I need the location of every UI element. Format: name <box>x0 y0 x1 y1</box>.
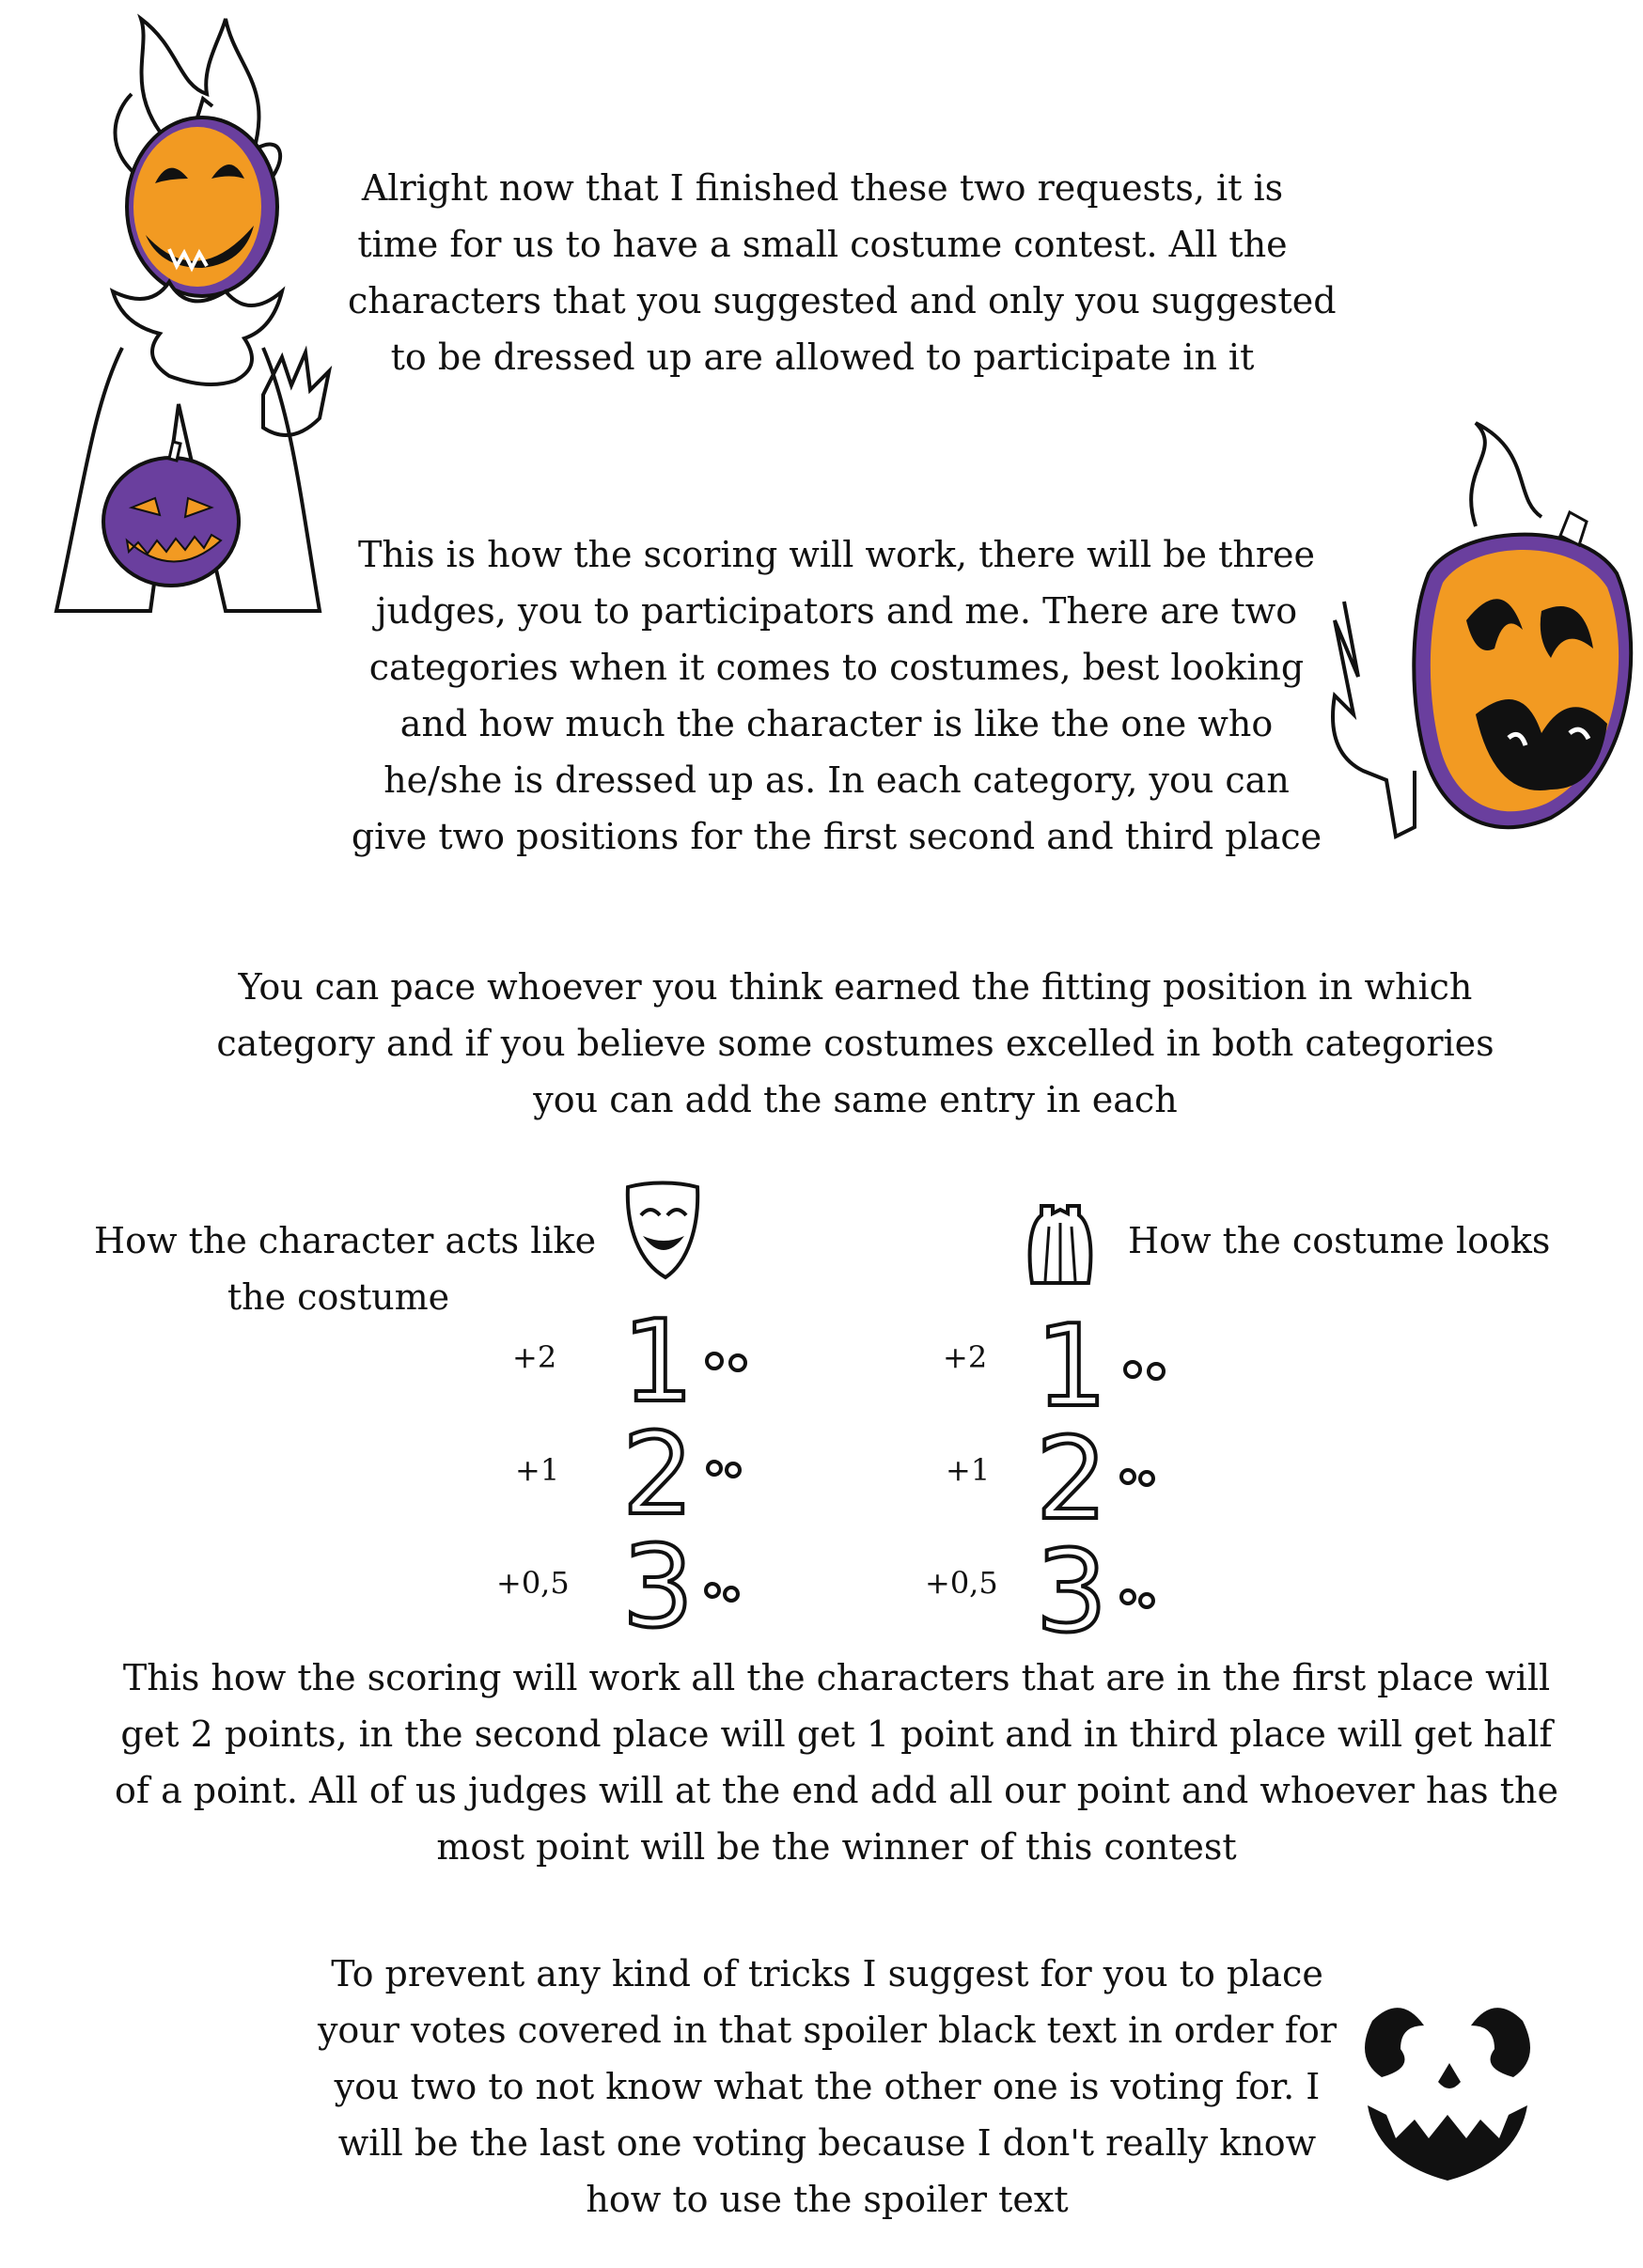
pumpkin-ghost-illustration <box>38 9 376 649</box>
scoring-intro-line: and how much the character is like the one who <box>399 703 1274 744</box>
rank-second-numeral: 2 <box>621 1410 695 1541</box>
scoring-rules-line: of a point. All of us judges will at the end add all our point and whoever has the <box>115 1770 1558 1811</box>
rank-first-numeral: 1 <box>621 1297 695 1428</box>
rank-first-numeral: 1 <box>1035 1302 1108 1432</box>
scoring-intro-line: This is how the scoring will work, there will be three <box>357 534 1316 575</box>
intro-line: to be dressed up are allowed to participate in it <box>390 336 1255 378</box>
category-looks-rank-numerals <box>1015 1302 1184 1650</box>
placement-line: you can add the same entry in each <box>533 1079 1178 1120</box>
spoiler-note-line: you two to not know what the other one is voting for. I <box>334 2066 1321 2107</box>
jack-o-lantern-face-icon <box>1354 1993 1541 2190</box>
category-acting-title-line: How the character acts like <box>94 1220 597 1261</box>
rank-second-numeral: 2 <box>1035 1415 1108 1545</box>
costume-icon <box>1023 1198 1098 1288</box>
theater-mask-icon <box>620 1180 705 1283</box>
category-looks-title: How the costume looks <box>1128 1220 1551 1261</box>
scoring-rules-line: This how the scoring will work all the characters that are in the first place will <box>122 1657 1551 1698</box>
rank-third-numeral: 3 <box>1035 1527 1108 1650</box>
spoiler-note-line: your votes covered in that spoiler black text in order for <box>317 2010 1338 2051</box>
category-looks-points-2: +1 <box>946 1452 991 1488</box>
category-acting-rank-numerals <box>602 1297 771 1645</box>
category-acting-points-2: +1 <box>515 1452 560 1488</box>
spoiler-note-line: To prevent any kind of tricks I suggest for you to place <box>331 1953 1323 1994</box>
spoiler-note-line: will be the last one voting because I don't really know <box>337 2122 1317 2164</box>
category-acting-title-line: the costume <box>227 1276 450 1318</box>
category-looks-points-1: +2 <box>943 1339 988 1375</box>
placement-line: You can pace whoever you think earned the fitting position in which <box>238 966 1473 1008</box>
placement-line: category and if you believe some costumes excelled in both categories <box>216 1023 1494 1064</box>
scoring-intro-line: give two positions for the first second and third place <box>351 816 1322 857</box>
intro-line: Alright now that I finished these two requests, it is <box>361 167 1284 209</box>
scoring-rules-line: get 2 points, in the second place will get 1 point and in third place will get half <box>120 1713 1553 1755</box>
category-acting-points-3: +0,5 <box>496 1565 570 1601</box>
intro-paragraph <box>348 160 1337 385</box>
category-acting-points-1: +2 <box>512 1339 557 1375</box>
intro-line: time for us to have a small costume contest. All the <box>357 224 1288 265</box>
scoring-intro-line: he/she is dressed up as. In each category, you can <box>383 759 1290 801</box>
scoring-intro-paragraph <box>338 526 1335 865</box>
scoring-rules-paragraph <box>113 1650 1560 1875</box>
category-acting-title <box>94 1212 597 1325</box>
peeking-pumpkin-illustration <box>1316 414 1635 846</box>
scoring-intro-line: categories when it comes to costumes, best looking <box>368 647 1305 688</box>
category-looks-points-3: +0,5 <box>925 1565 998 1601</box>
scoring-rules-line: most point will be the winner of this contest <box>436 1826 1237 1868</box>
placement-paragraph <box>188 959 1523 1128</box>
spoiler-note-line: how to use the spoiler text <box>586 2179 1069 2220</box>
rank-third-numeral: 3 <box>621 1523 695 1645</box>
intro-line: characters that you suggested and only you suggested <box>348 280 1337 321</box>
scoring-intro-line: judges, you to participators and me. There are two <box>375 590 1298 632</box>
spoiler-note-paragraph <box>310 1946 1344 2228</box>
